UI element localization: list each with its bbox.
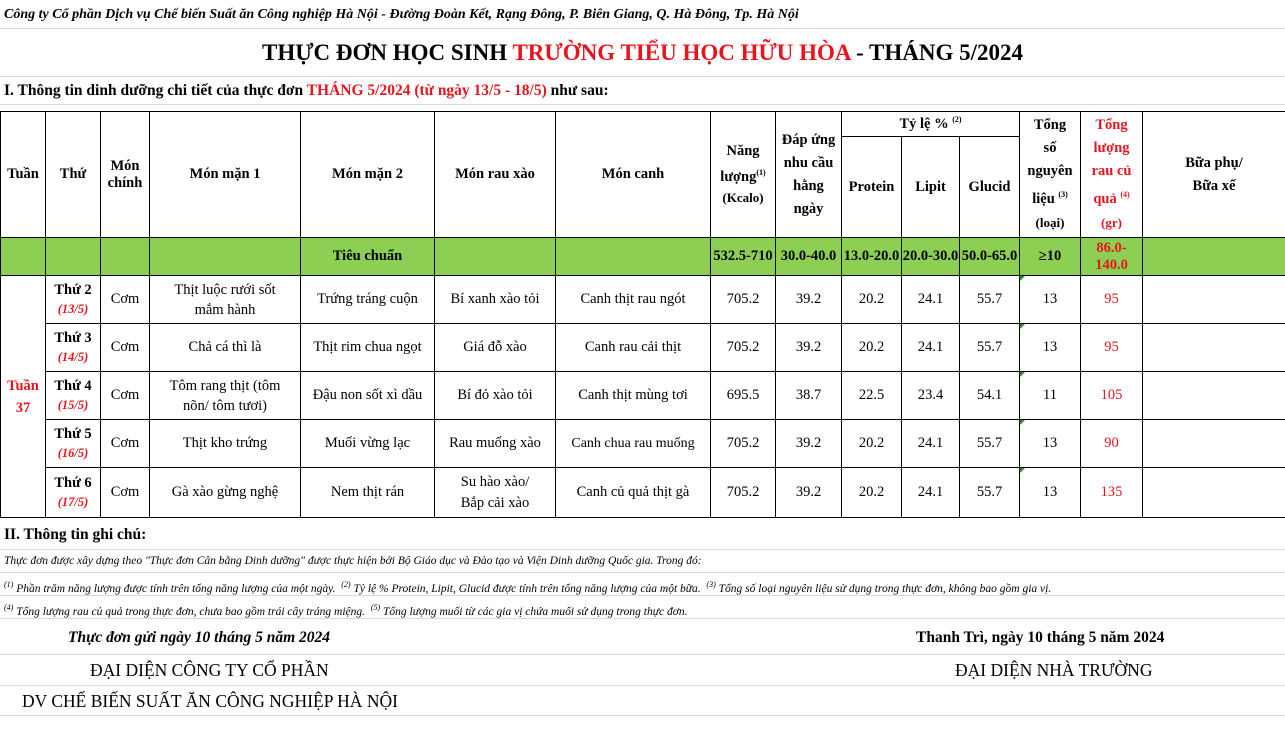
page-title	[0, 29, 1285, 77]
mon-canh-cell: Canh thịt rau ngót	[556, 276, 711, 324]
bua-phu-cell	[1143, 324, 1285, 372]
note-3-text: Tổng số loại nguyên liệu sử dụng trong thực đơn, không bao gồm gia vị.	[715, 582, 1052, 595]
header-tong-rau-unit: (gr)	[1101, 214, 1122, 230]
dap-ung-cell: 39.2	[776, 324, 842, 372]
mon-chinh-cell: Cơm	[101, 420, 150, 468]
dap-ung-cell: 39.2	[776, 276, 842, 324]
mon-rau-xao-cell: Rau muống xào	[435, 420, 556, 468]
note-4-text: Tổng lượng rau củ quả trong thực đơn, chưa bao gồm trái cây tráng miệng.	[13, 605, 366, 618]
place-date: Thanh Trì, ngày 10 tháng 5 năm 2024	[916, 629, 1165, 646]
day-cell	[46, 372, 101, 420]
day-date: (14/5)	[57, 349, 89, 364]
week-label-line-1: Tuần	[7, 377, 39, 394]
day-cell	[46, 468, 101, 518]
header-tong-luong-rau	[1081, 112, 1143, 238]
header-lipit: Lipit	[902, 137, 960, 238]
mon-chinh-cell: Cơm	[101, 372, 150, 420]
bua-phu-cell	[1143, 468, 1285, 518]
sent-date: Thực đơn gửi ngày 10 tháng 5 năm 2024	[68, 629, 331, 646]
standard-label: Tiêu chuẩn	[301, 238, 435, 276]
day-name: Thứ 4	[54, 377, 92, 394]
section-1-suffix: như sau:	[546, 82, 609, 99]
note-5-text: Tổng lượng muối từ các gia vị chứa muối sử dụng trong thực đơn.	[380, 605, 688, 618]
header-mon-man-2: Món mặn 2	[301, 112, 435, 238]
lipit-cell: 24.1	[902, 468, 960, 518]
note-line-2	[0, 596, 1285, 619]
protein-cell: 20.2	[842, 420, 902, 468]
mon-chinh-cell: Cơm	[101, 468, 150, 518]
protein-cell: 20.2	[842, 276, 902, 324]
standard-nang-luong: 532.5-710	[711, 238, 776, 276]
header-mon-canh: Món canh	[556, 112, 711, 238]
glucid-cell: 55.7	[960, 468, 1020, 518]
standard-tong-so: ≥10	[1020, 238, 1081, 276]
standard-glucid: 50.0-65.0	[960, 238, 1020, 276]
bua-phu-cell	[1143, 420, 1285, 468]
mon-canh-cell: Canh củ quả thịt gà	[556, 468, 711, 518]
nang-luong-cell: 705.2	[711, 276, 776, 324]
mon-rau-xao-cell: Giá đỗ xào	[435, 324, 556, 372]
table-row	[1, 324, 1285, 372]
note-1-text: Phần trăm năng lượng được tính trên tổng năng lượng của một ngày.	[13, 582, 336, 595]
day-name: Thứ 5	[54, 425, 92, 442]
note-2-text: Tỷ lệ % Protein, Lipit, Glucid được tính trên tổng năng lượng của một bữa.	[350, 582, 701, 595]
header-mon-chinh: Món chính	[101, 112, 150, 238]
lipit-cell: 24.1	[902, 324, 960, 372]
header-thu: Thứ	[46, 112, 101, 238]
note-5-sup: (5)	[370, 603, 381, 612]
mon-man-1-cell: Thịt kho trứng	[150, 420, 301, 468]
header-nang-luong-sup: (1)	[756, 167, 766, 177]
standard-tong-rau: 86.0-140.0	[1081, 238, 1143, 276]
dap-ung-cell: 39.2	[776, 420, 842, 468]
header-ty-le	[842, 112, 1020, 137]
footer-company-name	[0, 686, 1285, 716]
day-date: (17/5)	[57, 494, 89, 509]
mon-man-1-cell: Gà xào gừng nghệ	[150, 468, 301, 518]
mon-man-1-cell: Thịt luộc rưới sốt mắm hành	[150, 276, 301, 324]
nang-luong-cell: 705.2	[711, 420, 776, 468]
table-row	[1, 420, 1285, 468]
mon-man-2-cell: Thịt rim chua ngọt	[301, 324, 435, 372]
tong-so-cell: 11	[1020, 372, 1081, 420]
mon-man-1-cell: Chả cá thì là	[150, 324, 301, 372]
title-part-1: THỰC ĐƠN HỌC SINH	[261, 40, 513, 65]
table-row	[1, 276, 1285, 324]
glucid-cell: 54.1	[960, 372, 1020, 420]
section-1-heading	[0, 77, 1285, 105]
mon-rau-xao-cell: Bí xanh xào tỏi	[435, 276, 556, 324]
lipit-cell: 24.1	[902, 420, 960, 468]
mon-canh-cell: Canh chua rau muống	[556, 420, 711, 468]
tong-so-cell: 13	[1020, 420, 1081, 468]
mon-man-2-cell: Muối vừng lạc	[301, 420, 435, 468]
day-name: Thứ 2	[54, 281, 92, 298]
header-ty-le-label: Tỷ lệ %	[899, 115, 949, 132]
company-header: Công ty Cổ phần Dịch vụ Chế biến Suất ăn Công nghiệp Hà Nội - Đường Đoàn Kết, Rạng Đông, P. Biên Giang, Q. Hà Đông, Tp. Hà Nội	[0, 0, 1285, 29]
protein-cell: 20.2	[842, 468, 902, 518]
menu-table	[0, 111, 1285, 518]
day-cell	[46, 324, 101, 372]
header-tong-so-unit: (loại)	[1035, 214, 1065, 230]
glucid-cell: 55.7	[960, 276, 1020, 324]
day-name: Thứ 3	[54, 329, 92, 346]
school-representative: ĐẠI DIỆN NHÀ TRƯỜNG	[955, 660, 1153, 680]
tong-rau-cell: 135	[1081, 468, 1143, 518]
note-3-sup: (3)	[706, 580, 716, 589]
lipit-cell: 23.4	[902, 372, 960, 420]
note-2-sup: (2)	[341, 580, 351, 589]
company-representative-1: ĐẠI DIỆN CÔNG TY CỔ PHẦN	[90, 660, 329, 680]
mon-man-2-cell: Trứng tráng cuộn	[301, 276, 435, 324]
header-dap-ung: Đáp ứng nhu cầu hằng ngày	[776, 112, 842, 238]
nang-luong-cell: 705.2	[711, 468, 776, 518]
bua-phu-cell	[1143, 276, 1285, 324]
mon-chinh-cell: Cơm	[101, 276, 150, 324]
tong-rau-cell: 95	[1081, 276, 1143, 324]
protein-cell: 20.2	[842, 324, 902, 372]
day-cell	[46, 276, 101, 324]
standard-protein: 13.0-20.0	[842, 238, 902, 276]
tong-rau-cell: 90	[1081, 420, 1143, 468]
dap-ung-cell: 38.7	[776, 372, 842, 420]
section-1-period: THÁNG 5/2024 (từ ngày 13/5 - 18/5)	[306, 82, 547, 99]
mon-man-1-cell: Tôm rang thịt (tôm nõn/ tôm tươi)	[150, 372, 301, 420]
header-tong-so-label: Tổng số nguyên liệu	[1027, 117, 1073, 207]
mon-man-2-cell: Nem thịt rán	[301, 468, 435, 518]
header-nang-luong-label: Năng lượng	[720, 142, 760, 185]
header-mon-man-1: Món mặn 1	[150, 112, 301, 238]
section-1-text: I. Thông tin dinh dưỡng chi tiết của thực đơn	[4, 82, 307, 99]
glucid-cell: 55.7	[960, 420, 1020, 468]
header-ty-le-sup: (2)	[952, 115, 962, 125]
nang-luong-cell: 705.2	[711, 324, 776, 372]
header-protein: Protein	[842, 137, 902, 238]
lipit-cell: 24.1	[902, 276, 960, 324]
standard-lipit: 20.0-30.0	[902, 238, 960, 276]
tong-so-cell: 13	[1020, 468, 1081, 518]
nang-luong-cell: 695.5	[711, 372, 776, 420]
day-date: (13/5)	[57, 301, 89, 316]
tong-rau-cell: 105	[1081, 372, 1143, 420]
note-4-sup: (4)	[4, 603, 14, 612]
week-label-line-2: 37	[15, 399, 31, 416]
day-name: Thứ 6	[54, 474, 92, 491]
company-representative-2: DV CHẾ BIẾN SUẤT ĂN CÔNG NGHIỆP HÀ NỘI	[22, 691, 398, 711]
title-school-name: TRƯỜNG TIỂU HỌC HỮU HÒA	[512, 40, 851, 65]
header-nang-luong	[711, 112, 776, 238]
glucid-cell: 55.7	[960, 324, 1020, 372]
header-tong-so-nguyen-lieu	[1020, 112, 1081, 238]
tong-rau-cell: 95	[1081, 324, 1143, 372]
table-row	[1, 372, 1285, 420]
footer-dates	[0, 622, 1285, 655]
header-bua-phu: Bữa phụ/ Bữa xế	[1143, 112, 1285, 238]
note-line-1	[0, 573, 1285, 596]
mon-rau-xao-cell: Su hào xào/ Bắp cải xào	[435, 468, 556, 518]
note-1-sup: (1)	[4, 580, 14, 589]
header-tong-so-sup: (3)	[1058, 190, 1068, 200]
title-part-3: - THÁNG 5/2024	[850, 40, 1023, 65]
note-intro: Thực đơn được xây dựng theo "Thực đơn Cân bằng Dinh dưỡng" được thực hiện bởi Bộ Giáo dục và Đào tạo và Viện Dinh dưỡng Quốc gia. Trong đó:	[0, 550, 1285, 573]
tong-so-cell: 13	[1020, 276, 1081, 324]
mon-chinh-cell: Cơm	[101, 324, 150, 372]
tong-so-cell: 13	[1020, 324, 1081, 372]
week-label	[1, 276, 46, 518]
standard-row	[1, 238, 1285, 276]
header-tong-rau-sup: (4)	[1120, 190, 1130, 200]
mon-man-2-cell: Đậu non sốt xì dầu	[301, 372, 435, 420]
mon-canh-cell: Canh thịt mùng tơi	[556, 372, 711, 420]
header-glucid: Glucid	[960, 137, 1020, 238]
day-date: (16/5)	[57, 445, 89, 460]
mon-rau-xao-cell: Bí đỏ xào tỏi	[435, 372, 556, 420]
day-cell	[46, 420, 101, 468]
mon-canh-cell: Canh rau cải thịt	[556, 324, 711, 372]
protein-cell: 22.5	[842, 372, 902, 420]
header-tuan: Tuần	[1, 112, 46, 238]
table-row	[1, 468, 1285, 518]
section-2-heading: II. Thông tin ghi chú:	[0, 520, 1285, 550]
bua-phu-cell	[1143, 372, 1285, 420]
header-tong-rau-label: Tổng lượng rau củ quả	[1091, 117, 1132, 207]
standard-dap-ung: 30.0-40.0	[776, 238, 842, 276]
dap-ung-cell: 39.2	[776, 468, 842, 518]
footer-representatives	[0, 655, 1285, 686]
day-date: (15/5)	[57, 397, 89, 412]
header-nang-luong-unit: (Kcalo)	[722, 190, 764, 206]
header-mon-rau-xao: Món rau xào	[435, 112, 556, 238]
